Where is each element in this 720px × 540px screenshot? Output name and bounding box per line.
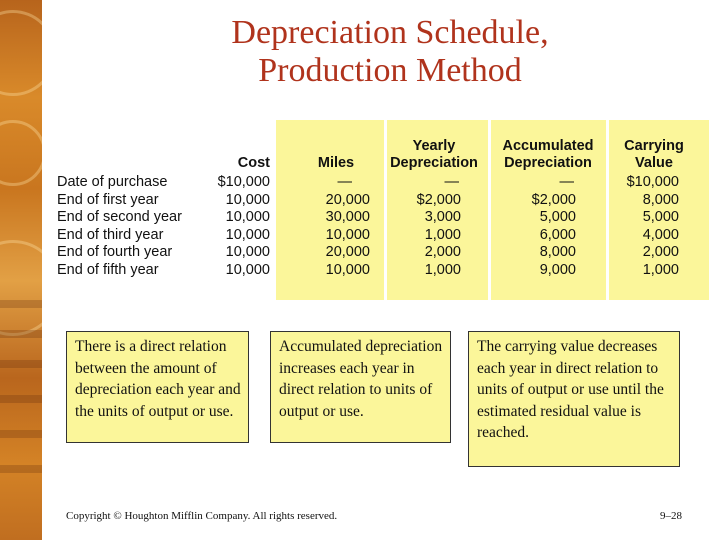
header-carrying-value: Carrying Value: [624, 138, 684, 171]
cell-miles: 20,000: [325, 191, 370, 208]
cell-yearly-depreciation: $2,000: [416, 191, 461, 208]
cell-miles: —: [337, 174, 352, 190]
cell-yearly-depreciation: 3,000: [424, 209, 461, 226]
decorative-side-strip: [0, 0, 42, 540]
cell-yearly-depreciation: 1,000: [424, 262, 461, 278]
cell-miles: 20,000: [325, 244, 370, 261]
cell-yearly-depreciation: 1,000: [424, 226, 461, 243]
cell-accumulated-depreciation: $2,000: [531, 191, 576, 208]
cell-miles: 30,000: [325, 209, 370, 226]
cell-yearly-depreciation: —: [444, 174, 459, 190]
slide-title: [110, 14, 670, 90]
note-direct-relation: There is a direct relation between the amount of depreciation each year and the units of output or use.: [66, 331, 249, 443]
cell-cost: 10,000: [225, 244, 270, 261]
row-label: End of fourth year: [57, 244, 173, 261]
row-label: End of first year: [57, 191, 159, 208]
cell-accumulated-depreciation: 8,000: [539, 244, 576, 261]
cell-accumulated-depreciation: 5,000: [539, 209, 576, 226]
header-miles: Miles: [317, 155, 355, 171]
cell-accumulated-depreciation: —: [559, 174, 574, 190]
cell-miles: 10,000: [325, 226, 370, 243]
cell-carrying-value: 5,000: [642, 209, 679, 226]
row-label: End of third year: [57, 226, 164, 243]
cell-cost: $10,000: [217, 174, 270, 190]
cell-carrying-value: 2,000: [642, 244, 679, 261]
page-number: 9–28: [660, 510, 682, 522]
title-line-2: Production Method: [258, 52, 522, 89]
cell-cost: 10,000: [225, 209, 270, 226]
column-separator: [488, 120, 491, 300]
cell-yearly-depreciation: 2,000: [424, 244, 461, 261]
row-label: Date of purchase: [57, 174, 168, 190]
cell-carrying-value: 4,000: [642, 226, 679, 243]
cell-cost: 10,000: [225, 191, 270, 208]
copyright-text: Copyright © Houghton Mifflin Company. All rights reserved.: [66, 510, 338, 522]
cell-carrying-value: $10,000: [626, 174, 679, 190]
cell-carrying-value: 1,000: [642, 262, 679, 278]
header-yearly-depreciation: Yearly Depreciation: [390, 138, 478, 171]
title-line-1: Depreciation Schedule,: [231, 14, 549, 51]
row-label: End of second year: [57, 209, 182, 226]
cell-accumulated-depreciation: 6,000: [539, 226, 576, 243]
note-accumulated-increases: Accumulated depreciation increases each year in direct relation to units of output or use.: [270, 331, 451, 443]
note-carrying-decreases: The carrying value decreases each year in direct relation to units of output or use until the estimated residual value is reached.: [468, 331, 680, 467]
cell-miles: 10,000: [325, 262, 370, 278]
cell-carrying-value: 8,000: [642, 191, 679, 208]
header-cost: Cost: [237, 155, 270, 171]
header-accumulated-depreciation: Accumulated Depreciation: [502, 138, 594, 171]
cell-cost: 10,000: [225, 226, 270, 243]
cell-accumulated-depreciation: 9,000: [539, 262, 576, 278]
row-label: End of fifth year: [57, 262, 159, 278]
cell-cost: 10,000: [225, 262, 270, 278]
